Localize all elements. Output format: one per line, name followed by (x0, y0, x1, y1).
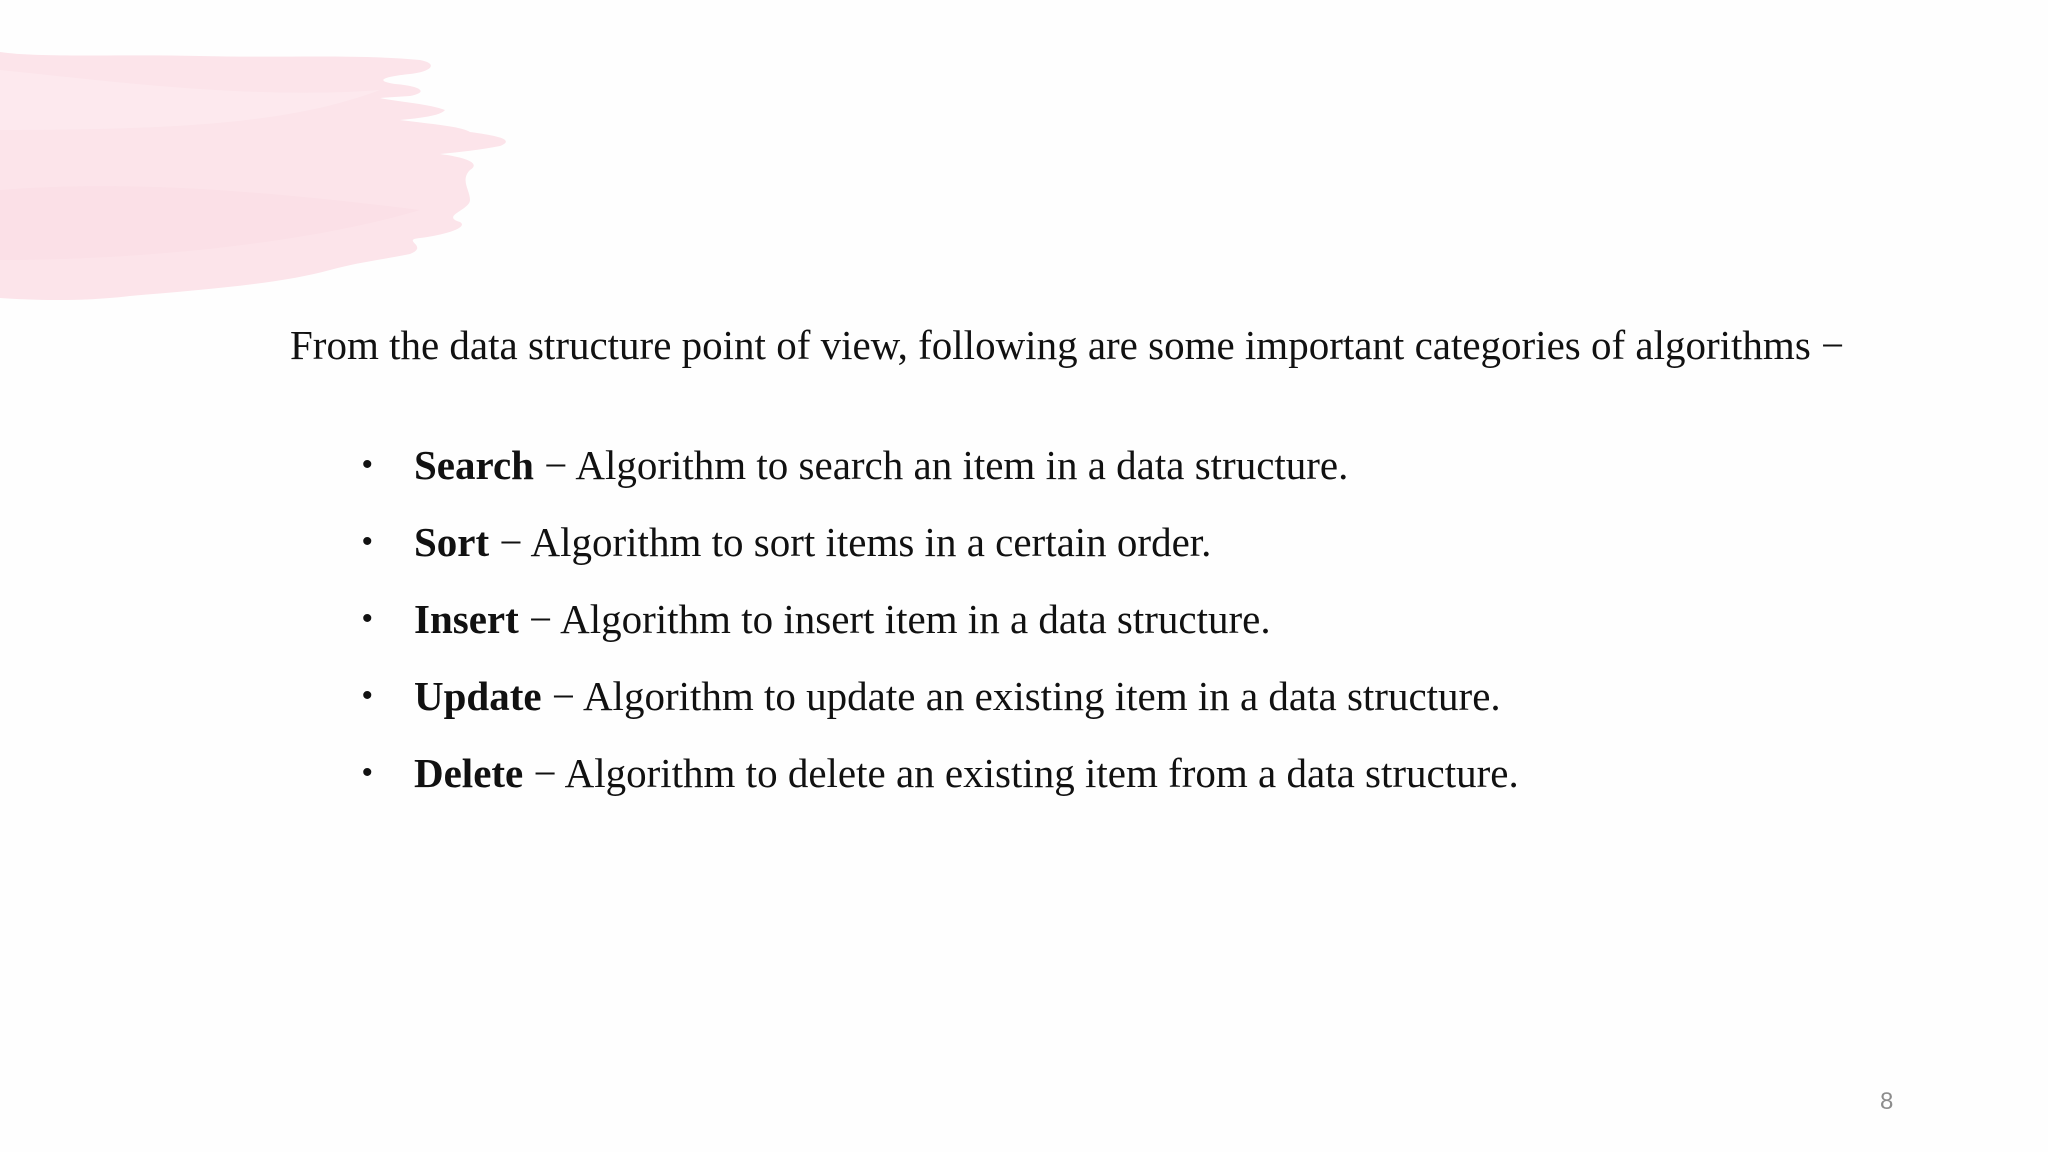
description-sort: − Algorithm to sort items in a certain order. (489, 519, 1212, 565)
term-sort: Sort (414, 519, 490, 565)
list-item-search (362, 436, 1519, 513)
description-insert: − Algorithm to insert item in a data structure. (518, 596, 1271, 642)
term-update: Update (414, 673, 542, 719)
list-item-insert (362, 590, 1519, 667)
page-number: 8 (1880, 1088, 1894, 1115)
bullet-icon: • (362, 756, 373, 789)
intro-text: From the data structure point of view, following are some important categories of algorithms − (290, 322, 1845, 368)
list-item-delete (362, 744, 1519, 821)
description-search: − Algorithm to search an item in a data structure. (533, 442, 1349, 488)
term-delete: Delete (414, 750, 524, 796)
pink-brush-stroke-decoration (0, 40, 530, 310)
description-update: − Algorithm to update an existing item in a data structure. (541, 673, 1501, 719)
bullet-icon: • (362, 602, 373, 635)
list-item-update (362, 667, 1519, 744)
bullet-icon: • (362, 525, 373, 558)
algorithm-categories-list (362, 436, 1519, 821)
bullet-icon: • (362, 448, 373, 481)
list-item-sort (362, 513, 1519, 590)
bullet-icon: • (362, 679, 373, 712)
description-delete: − Algorithm to delete an existing item from a data structure. (523, 750, 1519, 796)
term-insert: Insert (414, 596, 519, 642)
term-search: Search (414, 442, 534, 488)
